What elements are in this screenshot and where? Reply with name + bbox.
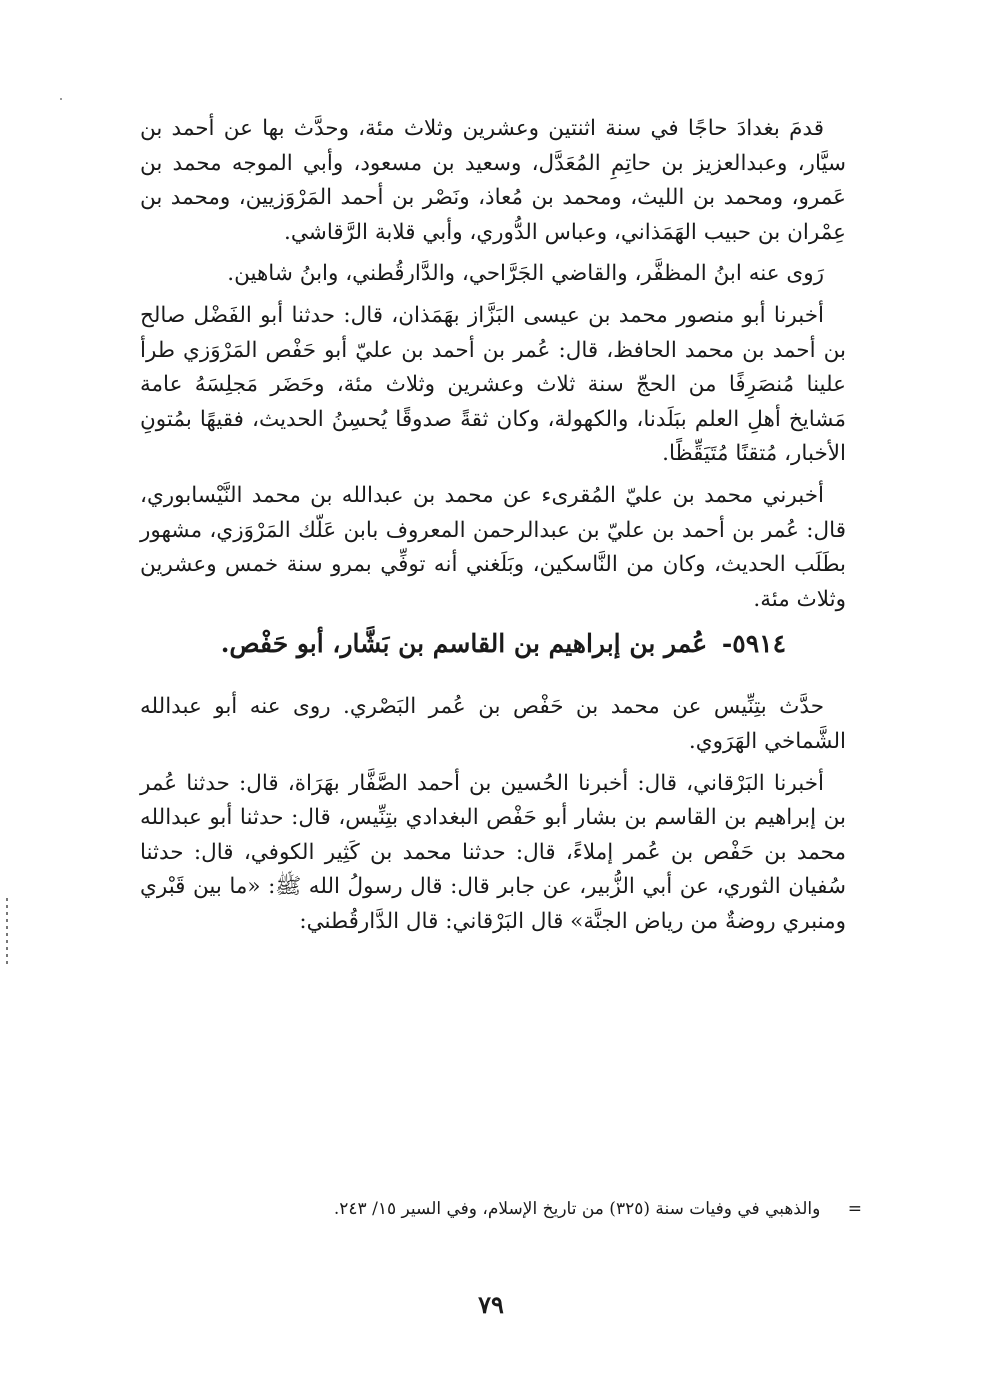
- entry-heading: [140, 624, 846, 664]
- paragraph-5: حدَّث بتِنِّيس عن محمد بن حَفْص بن عُمر البَصْري. روى عنه أبو عبدالله الشَّماخي الهَرَوي.: [140, 694, 846, 754]
- paragraph-3: أخبرنا أبو منصور محمد بن عيسى البَزَّاز بهَمَذان، قال: حدثنا أبو الفَضْل صالح بن أحمد بن محمد الحافظ، قال: عُمر بن أحمد بن عليّ أبو حَفْص المَرْوَزي طرأ علينا مُنصَرِفًا من الحجّ سنة ثلاث وعشرين وثلاث مئة، وحَضَر مَجلِسَهُ عامة مَشايخ أهلِ العلم ببَلَدنا، والكهولة، وكان ثقةً صدوقًا يُحسِنُ الحديث، فقيهًا بمُتونِ الأخبار، مُتقنًا مُتَيَقِّظًا.: [140, 302, 846, 467]
- entry-title: عُمر بن إبراهيم بن القاسم بن بَشَّار، أبو حَفْص.: [220, 629, 708, 659]
- main-text: [140, 112, 846, 946]
- footnote-text: والذهبي في وفيات سنة (٣٢٥) من تاريخ الإسلام، وفي السير ١٥/ ٢٤٣.: [333, 1199, 821, 1219]
- scan-speck: [60, 98, 62, 100]
- paragraph-4: أخبرني محمد بن عليّ المُقرىء عن محمد بن عبدالله بن محمد النَّيْسابوري، قال: عُمر بن أحمد بن عليّ بن عبدالرحمن المعروف بابن عَلّك المَرْوَزي، مشهور بطَلَب الحديث، وكان من النَّاسكين، وبَلَغني أنه توفِّي بمرو سنة خمس وعشرين وثلاث مئة.: [140, 482, 846, 612]
- paragraph-6: أخبرنا البَرْقاني، قال: أخبرنا الحُسين بن أحمد الصَّفَّار بهَرَاة، قال: حدثنا عُمر بن إبراهيم بن القاسم بن بشار أبو حَفْص البغدادي بتِنِّيس، قال: حدثنا أبو عبدالله محمد بن حَفْص بن عُمر إملاءً، قال: حدثنا محمد بن كَثِير الكوفي، قال: حدثنا سُفيان الثوري، عن أبي الزُّبير، عن جابر قال: قال رسولُ الله ﷺ: «ما بين قَبْري ومنبري روضةٌ من رياض الجنَّة» قال البَرْقاني: قال الدَّارقُطني:: [140, 770, 846, 934]
- footnote: [150, 1196, 862, 1222]
- entry-number: ٥٩١٤-: [721, 629, 786, 659]
- footnote-continuation-mark: =: [847, 1199, 862, 1219]
- page-number: ٧٩: [478, 1290, 504, 1319]
- scan-edge-mark: [6, 898, 8, 964]
- paragraph-1: قدمَ بغدادَ حاجًا في سنة اثنتين وعشرين وثلاث مئة، وحدَّث بها عن أحمد بن سيَّار، وعبدالعزيز بن حاتِمِ المُعَدَّل، وسعيد بن مسعود، وأبي الموجه محمد بن عَمرو، ومحمد بن الليث، ومحمد بن مُعاذ، ونَصْر بن أحمد المَرْوَزيين، ومحمد بن عِمْران بن حبيب الهَمَذاني، وعباس الدُّوري، وأبي قلابة الرَّقاشي.: [140, 116, 846, 245]
- paragraph-2: رَوى عنه ابنُ المظفَّر، والقاضي الجَرَّاحي، والدَّارقُطني، وابنُ شاهين.: [227, 261, 824, 287]
